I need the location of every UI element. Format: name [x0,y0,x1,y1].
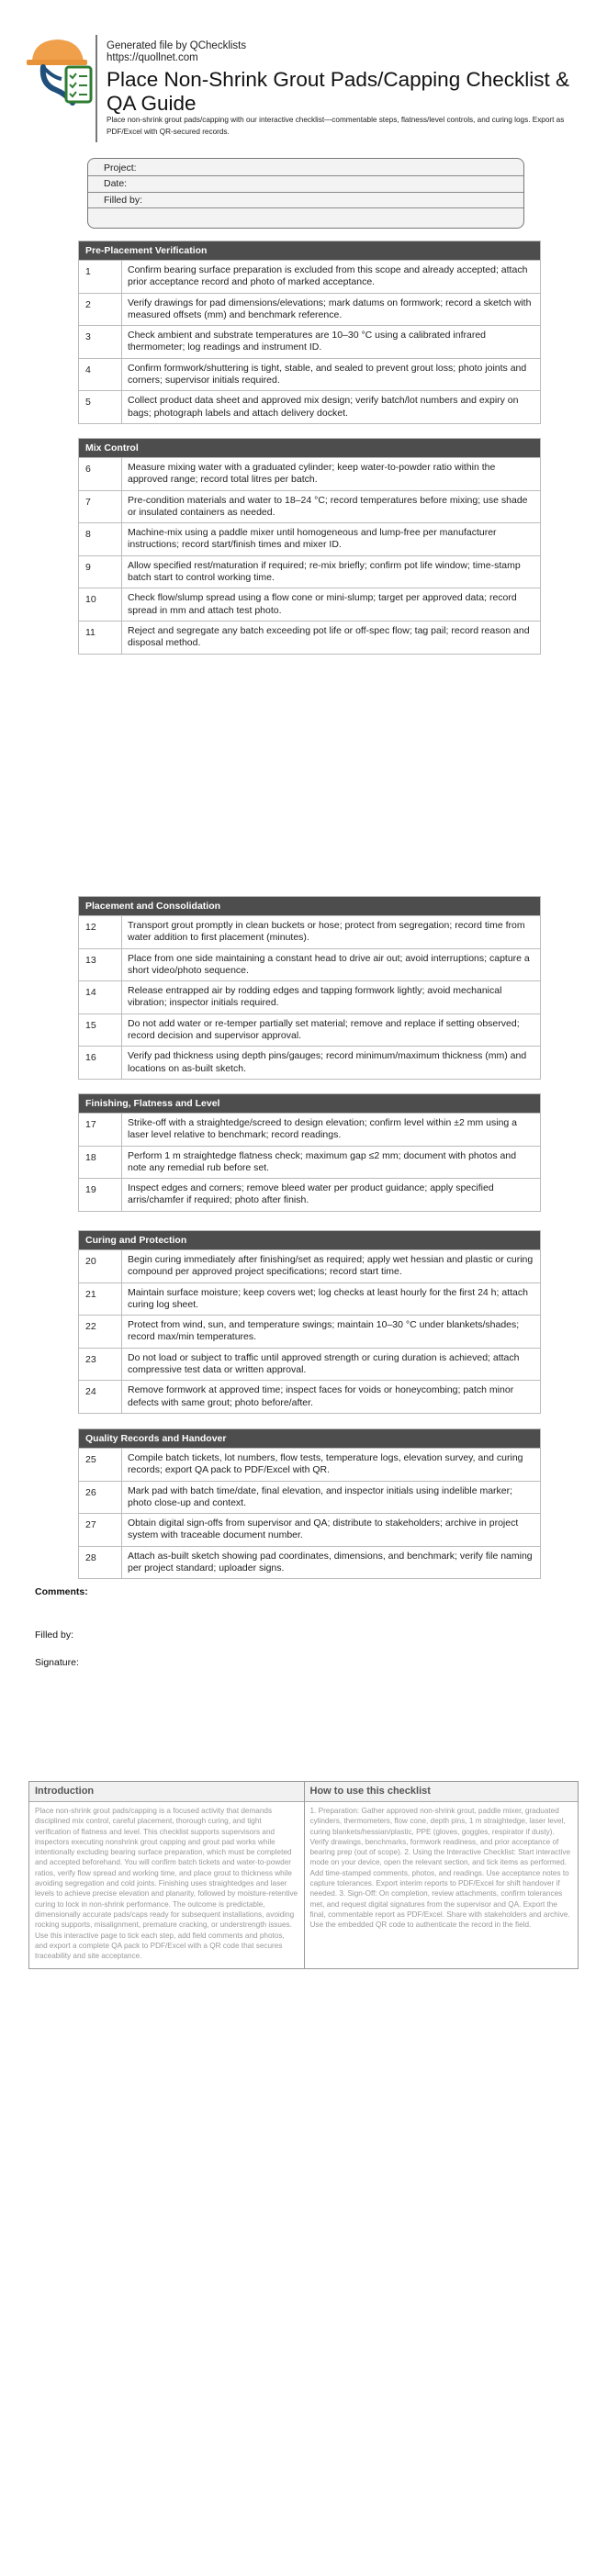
checklist-row[interactable] [79,522,540,555]
introduction-title: Introduction [29,1782,304,1802]
project-field[interactable]: Project: [88,159,523,176]
section-quality-records-and-handover [78,1428,541,1579]
checklist-row[interactable] [79,1380,540,1413]
item-text: Strike-off with a straightedge/screed to design elevation; confirm level within ±2 mm using a laser level relative to benchmark; record readings. [128,1117,518,1141]
item-text: Verify drawings for pad dimensions/elevations; mark datums on formwork; record a sketch with measured offsets (mm) and benchmark reference. [128,297,532,320]
item-number: 5 [79,391,122,423]
item-text: Protect from wind, sun, and temperature swings; maintain 10–30 °C under blankets/shades; record max/min temperatures. [128,1319,520,1343]
checklist-row[interactable] [79,980,540,1014]
item-text: Mark pad with batch time/date, final elevation, and inspector initials using indelible marker; photo close-up and context. [128,1484,513,1508]
section-mix-control [78,438,541,655]
how-to-use-text: 1. Preparation: Gather approved non-shrink grout, paddle mixer, graduated cylinders, thermometers, flow cone, depth pins, 1 m straightedge, laser level, curing blankets/hessian/plastic, PPE (gloves, goggles, respirator if dusty). Verify drawings, benchmarks, formwork readiness, and prior acceptance of bearing prep (out of scope). 2. Using the Interactive Checklist: Start interactive mode on your device, open the relevant section, and tick items as performed. Add time-stamped comments, photos, and readings. Use acceptance notes to capture tolerances. Export interim reports to PDF/Excel for shift handover if needed. 3. Sign-Off: On completion, review attachments, confirm tolerances met, and request digital signatures from the supervisor and QA. Export the final, commentable report as PDF/Excel. Share with stakeholders and archive. Use the embedded QR code to authenticate the record in the field. [309,1807,571,1930]
item-number: 8 [79,523,122,555]
item-number: 3 [79,326,122,358]
extra-field[interactable] [88,208,523,225]
introduction-text: Place non-shrink grout pads/capping is a focused activity that demands disciplined mix control, careful placement, thorough curing, and tight verification of flatness and level. This checklist supports supervisors and inspectors executing nonshrink grout capping and grout pad works while intentionally excluding bearing surface preparation, which must be completed and accepted beforehand. You will confirm batch tickets and water-to-powder ratios, verify flow spread and working time, and place grout to thickness while avoiding segregation and cold joints. Finishing uses straightedges and laser levels to achieve precise elevation and planarity, followed by moisture-retentive curing to lock in non-shrink performance. The outcome is predictable, dimensionally accurate pads/caps ready for subsequent installations, avoiding rocking supports, misalignment, premature cracking, or understrength issues. Use this interactive page to tick each step, add field comments and photos, and export a complete QA pack to PDF/Excel with a QR code that secures traceability and site acceptance. [35,1807,298,1961]
item-number: 7 [79,491,122,523]
item-number: 23 [79,1349,122,1381]
item-number: 17 [79,1114,122,1146]
section-title: Mix Control [79,439,540,457]
item-number: 19 [79,1179,122,1211]
item-number: 2 [79,294,122,326]
page-subtitle: Place non-shrink grout pads/capping with our interactive checklist—commentable steps, flatness/level controls, and curing logs. Export as PDF/Excel with QR-secured records. [107,116,565,136]
source-url-link[interactable]: https://quollnet.com [107,52,198,63]
section-finishing-flatness-level [78,1093,541,1212]
checklist-row[interactable] [79,1178,540,1211]
checklist-row[interactable] [79,1046,540,1079]
item-number: 13 [79,949,122,981]
section-title: Finishing, Flatness and Level [79,1094,540,1113]
header-divider [96,35,97,142]
checklist-row[interactable] [79,1014,540,1047]
section-pre-placement-verification [78,241,541,424]
item-text: Allow specified rest/maturation if required; re-mix briefly; confirm pot life window; time-stamp batch start to control working time. [128,559,521,584]
document-header [0,0,607,147]
checklist-row[interactable] [79,621,540,654]
section-title: Pre-Placement Verification [79,241,540,260]
checklist-row[interactable] [79,1146,540,1179]
generated-by-text: Generated file by QChecklists [107,40,247,51]
item-text: Verify pad thickness using depth pins/gauges; record minimum/maximum thickness (mm) and locations on as-built sketch. [128,1050,527,1074]
item-text: Pre-condition materials and water to 18–24 °C; record temperatures before mixing; use shade or insulated containers as needed. [128,494,528,518]
item-text: Inspect edges and corners; remove bleed water per product guidance; apply specified arris/chamfer if required; photo after finish. [128,1182,494,1206]
checklist-row[interactable] [79,457,540,490]
introduction-column [29,1782,304,1968]
item-number: 26 [79,1482,122,1514]
item-text: Compile batch tickets, lot numbers, flow tests, temperature logs, elevation survey, and curing records; export QA pack to PDF/Excel with QR. [128,1452,523,1476]
checklist-row[interactable] [79,1249,540,1282]
item-number: 14 [79,981,122,1014]
item-number: 10 [79,588,122,621]
generator-info [107,40,246,64]
item-number: 12 [79,916,122,948]
filled-by-field[interactable]: Filled by: [88,193,523,209]
intro-table [28,1781,579,1969]
section-title: Placement and Consolidation [79,897,540,915]
item-text: Check flow/slump spread using a flow cone or mini-slump; target per approved data; record spread in mm and attach test photo. [128,592,517,616]
checklist-row[interactable] [79,490,540,523]
filled-by-label: Filled by: [35,1630,74,1641]
checklist-row[interactable] [79,1546,540,1579]
item-text: Do not load or subject to traffic until approved strength or curing duration is achieved; attach compressive test data or written approval. [128,1351,520,1376]
item-number: 16 [79,1047,122,1079]
section-title: Curing and Protection [79,1231,540,1249]
item-number: 6 [79,458,122,490]
how-to-use-title: How to use this checklist [305,1782,579,1802]
checklist-row[interactable] [79,948,540,981]
item-text: Perform 1 m straightedge flatness check; maximum gap ≤2 mm; document with photos and note any remedial rub before set. [128,1149,517,1173]
checklist-row[interactable] [79,1113,540,1146]
item-number: 24 [79,1381,122,1413]
section-title: Quality Records and Handover [79,1429,540,1448]
item-number: 20 [79,1250,122,1282]
item-text: Begin curing immediately after finishing/set as required; apply wet hessian and plastic or curing compound per approved project specifications; record start time. [128,1254,534,1278]
item-text: Do not add water or re-temper partially set material; remove and replace if setting observed; record decision and supervisor approval. [128,1017,520,1042]
item-text: Collect product data sheet and approved mix design; verify batch/lot numbers and expiry on bags; photograph labels and attach delivery docket. [128,395,519,419]
item-text: Reject and segregate any batch exceeding pot life or off-spec flow; tag pail; record reason and disposal method. [128,624,530,649]
item-text: Attach as-built sketch showing pad coordinates, dimensions, and benchmark; verify file naming per project standard; uploader signs. [128,1550,533,1574]
item-text: Place from one side maintaining a constant head to drive air out; avoid interruptions; capture a short video/photo sequence. [128,952,530,976]
checklist-row[interactable] [79,1282,540,1316]
project-info-box [87,158,524,229]
checklist-row[interactable] [79,293,540,326]
checklist-row[interactable] [79,555,540,588]
item-text: Confirm formwork/shuttering is tight, stable, and sealed to prevent grout loss; photo joints and corners; supervisor initials required. [128,362,527,386]
checklist-row[interactable] [79,1513,540,1546]
item-number: 9 [79,556,122,588]
checklist-row[interactable] [79,1481,540,1514]
item-number: 4 [79,359,122,391]
item-number: 21 [79,1283,122,1316]
item-text: Measure mixing water with a graduated cylinder; keep water-to-powder ratio within the approved range; record total litres per batch. [128,462,496,486]
item-number: 18 [79,1147,122,1179]
section-curing-and-protection [78,1230,541,1414]
item-text: Machine-mix using a paddle mixer until homogeneous and lump-free per manufacturer instructions; record start/finish times and mixer ID. [128,527,497,551]
item-number: 15 [79,1014,122,1047]
item-text: Confirm bearing surface preparation is excluded from this scope and already accepted; attach prior acceptance record and photo of marked acceptance. [128,264,528,288]
checklist-row[interactable] [79,915,540,948]
how-to-use-column [304,1782,579,1968]
item-number: 25 [79,1449,122,1481]
checklist-row[interactable] [79,390,540,423]
checklist-row[interactable] [79,1348,540,1381]
item-number: 11 [79,622,122,654]
checklist-row[interactable] [79,588,540,621]
item-text: Remove formwork at approved time; inspect faces for voids or honeycombing; patch minor defects with same grout; photo before/after. [128,1384,514,1408]
checklist-row[interactable] [79,325,540,358]
item-text: Release entrapped air by rodding edges and tapping formwork lightly; avoid mechanical vibration; inspector initials required. [128,985,502,1009]
item-number: 28 [79,1547,122,1579]
item-number: 1 [79,261,122,293]
checklist-row[interactable] [79,358,540,391]
item-text: Maintain surface moisture; keep covers wet; log checks at least hourly for the first 24 h; attach curing log sheet. [128,1286,528,1310]
signature-label: Signature: [35,1657,79,1668]
checklist-row[interactable] [79,260,540,293]
checklist-row[interactable] [79,1448,540,1481]
comments-label: Comments: [35,1586,88,1597]
item-number: 27 [79,1514,122,1546]
item-text: Check ambient and substrate temperatures are 10–30 °C using a calibrated infrared thermometer; log readings and instrument ID. [128,330,487,353]
section-placement-and-consolidation [78,896,541,1080]
checklist-row[interactable] [79,1315,540,1348]
item-text: Obtain digital sign-offs from supervisor and QA; distribute to stakeholders; archive in project system with traceable document number. [128,1518,519,1541]
item-number: 22 [79,1316,122,1348]
page-title: Place Non-Shrink Grout Pads/Capping Checklist & QA Guide [107,68,569,115]
item-text: Transport grout promptly in clean buckets or hose; protect from segregation; record time from water addition to first placement (minutes). [128,920,525,944]
hardhat-q-checklist-logo-icon [25,37,98,106]
date-field[interactable]: Date: [88,176,523,193]
